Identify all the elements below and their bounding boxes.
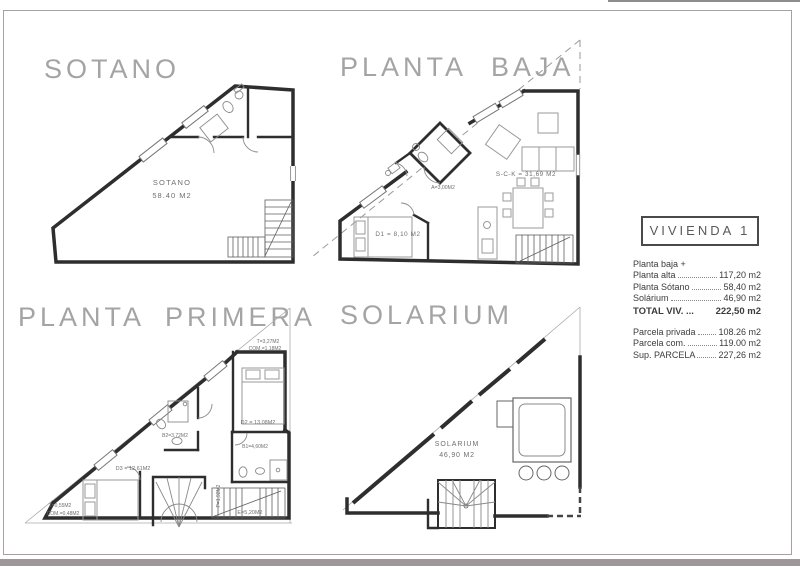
bed-icon xyxy=(242,368,284,424)
planta-baja-floorplan xyxy=(310,25,590,270)
bedroom-d2-label: D2 = 13,08M2 xyxy=(240,420,276,426)
kitchen-sink-icon xyxy=(484,222,491,229)
solarium-area-label: 46,90 M2 xyxy=(439,452,475,459)
summary-panel xyxy=(633,216,761,361)
e-stairs-label: E=5,20M2 xyxy=(237,510,263,516)
bedroom-d3 xyxy=(83,480,138,520)
sotano-stairs-icon xyxy=(228,200,293,257)
planta-baja-stairs-icon xyxy=(516,235,573,263)
terrace-top-label: T=3,27M2 xyxy=(256,339,280,345)
winder-stairs-icon xyxy=(153,477,205,527)
list-item: Planta Sótano 58,40 m2 xyxy=(633,281,761,292)
bathroom-b1-label: B1=4,60M2 xyxy=(242,444,268,450)
list-item: Planta baja + xyxy=(633,259,686,269)
com-top-label: COM.=1,18M2 xyxy=(248,346,282,352)
list-item: Sup. PARCELA 227,26 m2 xyxy=(633,349,761,360)
living-label: S-C-K = 31,69 M2 xyxy=(495,171,557,178)
bedroom-d3-label: D3 = 12,61M2 xyxy=(115,466,151,472)
dot-leader xyxy=(678,277,718,278)
com-bottom-label: COM.=0,48M2 xyxy=(46,511,80,517)
bathroom-a xyxy=(386,123,471,183)
dot-leader xyxy=(692,289,722,290)
area-summary-list xyxy=(633,259,761,361)
list-item: Parcela privada 108.26 m2 xyxy=(633,327,761,338)
list-item: Planta alta 117,20 m2 xyxy=(633,270,761,281)
bed-icon xyxy=(83,480,138,520)
plan-title-sotano: SOTANO xyxy=(44,54,181,84)
spiral-stairs-icon xyxy=(428,480,495,528)
plan-title-planta-baja: PLANTA BAJA xyxy=(340,52,575,82)
terrace-bottom-label: T=0,55M2 xyxy=(48,503,72,509)
planta-primera-windows xyxy=(94,361,227,471)
sotano-exterior-walls xyxy=(53,86,297,262)
sotano-room-label: SOTANO xyxy=(152,178,192,187)
bedroom-d1-label: D1 = 8,10 M2 xyxy=(375,231,421,238)
sotano-area-label: 58.40 M2 xyxy=(152,191,192,200)
toilet-icon xyxy=(221,100,235,115)
toilet-icon xyxy=(239,467,247,477)
jacuzzi-icon xyxy=(497,398,571,480)
vivienda-title-box xyxy=(641,216,759,246)
solarium-railing-walls xyxy=(347,339,581,516)
bathroom-b1-fixtures xyxy=(239,460,287,480)
bath-a-label: A=3,00M2 xyxy=(431,185,455,191)
vivienda-title: VIVIENDA 1 xyxy=(649,223,751,238)
dot-leader xyxy=(697,357,716,358)
scan-shadow-bottom xyxy=(0,559,800,566)
sofa-icon xyxy=(522,147,574,171)
bathroom-b2-label: B2=3,72M2 xyxy=(162,433,188,439)
tv-icon xyxy=(538,113,558,133)
list-item: Parcela com. 119.00 m2 xyxy=(633,338,761,349)
kitchen-counter xyxy=(478,207,497,259)
dot-leader xyxy=(688,345,718,346)
sink-icon xyxy=(235,91,243,99)
sotano-floorplan xyxy=(40,80,300,270)
p-label: P=1,92M2 xyxy=(216,484,222,508)
scan-edge-top xyxy=(608,0,800,2)
bedroom-d2 xyxy=(242,368,284,424)
armchair-icon xyxy=(485,125,520,160)
dining-table-icon xyxy=(503,178,553,228)
sink-icon xyxy=(256,468,265,475)
dot-leader xyxy=(671,300,722,301)
list-item: Solárium 46,90 m2 xyxy=(633,293,761,304)
plan-title-solarium: SOLARIUM xyxy=(340,300,514,330)
row-spacer xyxy=(633,317,761,327)
planta-primera-floorplan xyxy=(15,300,315,555)
solarium-floorplan xyxy=(335,295,595,560)
plan-title-planta-primera: PLANTA PRIMERA xyxy=(18,302,317,332)
solarium-room-label: SOLARIUM xyxy=(434,441,480,448)
total-row: TOTAL VIV. ... 222,50 m2 xyxy=(633,305,761,317)
dot-leader xyxy=(698,334,717,335)
